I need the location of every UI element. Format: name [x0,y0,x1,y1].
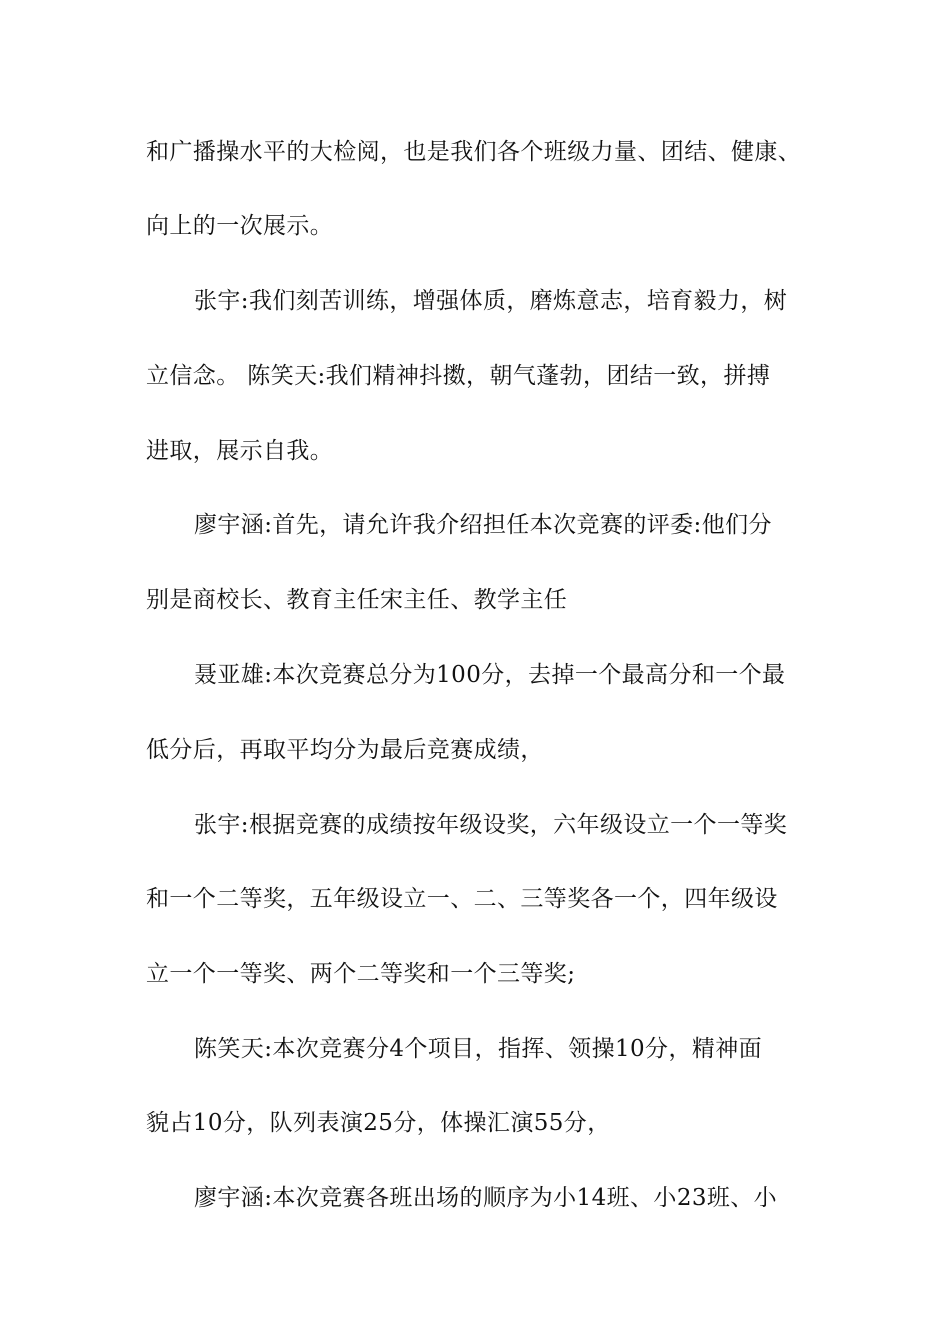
text-line-13: 陈笑天:本次竞赛分4个项目，指挥、领操10分，精神面 [194,1036,763,1062]
text-line-5: 进取，展示自我。 [146,438,334,464]
text-line-10: 张宇:根据竞赛的成绩按年级设奖，六年级设立一个一等奖 [194,812,788,838]
text-line-1: 和广播操水平的大检阅，也是我们各个班级力量、团结、健康、 [146,139,802,165]
text-line-6: 廖宇涵:首先，请允许我介绍担任本次竞赛的评委:他们分 [194,512,772,538]
text-line-4: 立信念。 陈笑天:我们精神抖擞，朝气蓬勃，团结一致，拼搏 [146,363,771,389]
text-line-9: 低分后，再取平均分为最后竞赛成绩， [146,737,544,763]
text-line-2: 向上的一次展示。 [146,213,334,239]
text-line-15: 廖宇涵:本次竞赛各班出场的顺序为小14班、小23班、小 [194,1185,778,1211]
text-line-7: 别是商校长、教育主任宋主任、教学主任 [146,587,568,613]
text-line-8: 聂亚雄:本次竞赛总分为100分，去掉一个最高分和一个最 [194,662,786,688]
text-line-14: 貌占10分，队列表演25分，体操汇演55分， [146,1110,611,1136]
text-line-11: 和一个二等奖，五年级设立一、二、三等奖各一个，四年级设 [146,886,778,912]
text-line-3: 张宇:我们刻苦训练，增强体质，磨炼意志，培育毅力，树 [194,288,788,314]
text-line-12: 立一个一等奖、两个二等奖和一个三等奖; [146,961,576,987]
